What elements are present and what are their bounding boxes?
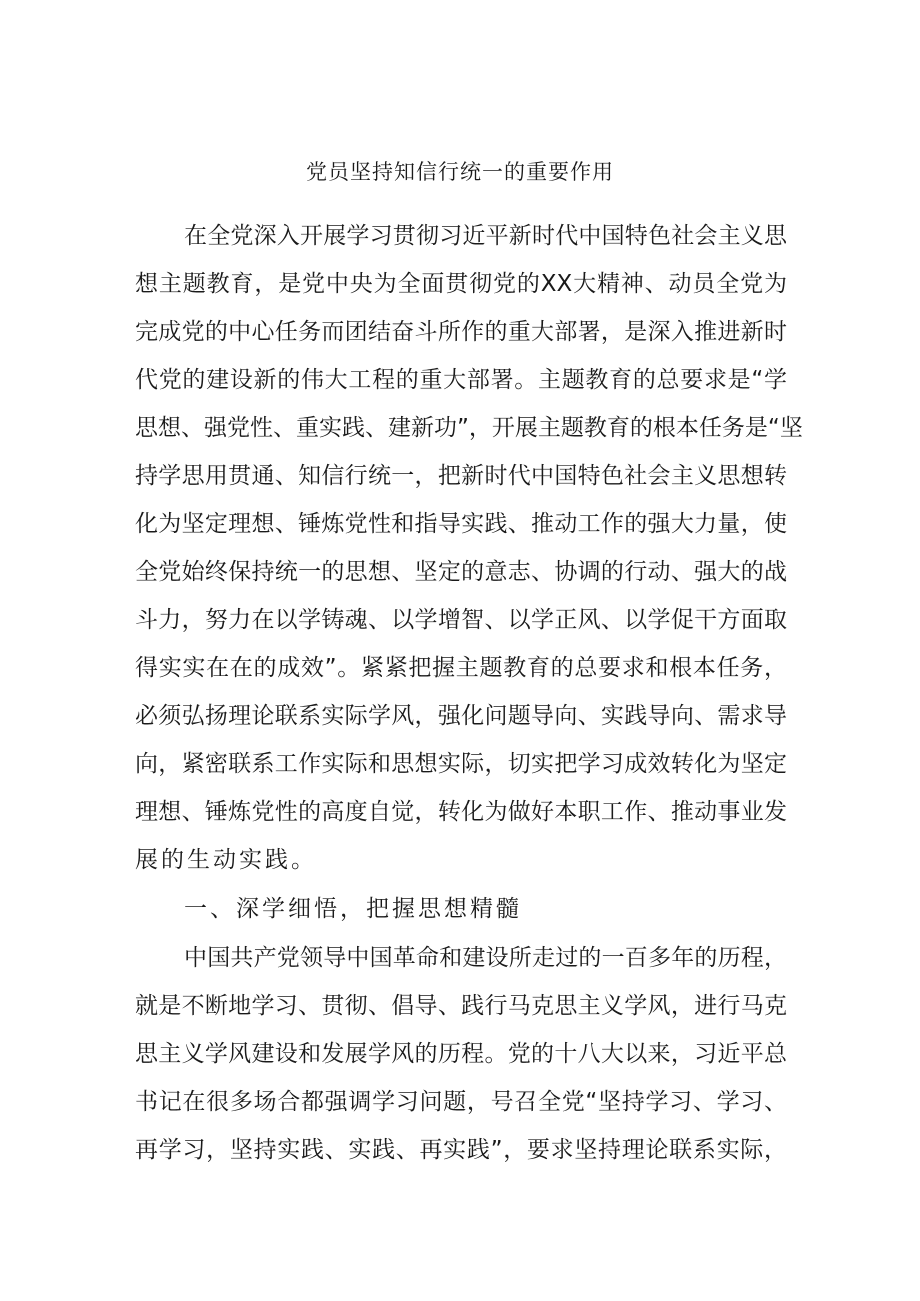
paragraph-line: 向，紧密联系工作实际和思想实际，切实把学习成效转化为坚定 — [135, 751, 787, 777]
section-heading: 一、深学细悟，把握思想精髓 — [184, 896, 522, 922]
paragraph-line: 书记在很多场合都强调学习问题，号召全党“坚持学习、学习、 — [135, 1089, 787, 1115]
paragraph-line: 代党的建设新的伟大工程的重大部署。主题教育的总要求是“学 — [135, 367, 787, 393]
paragraph-line: 得实实在在的成效”。紧紧把握主题教育的总要求和根本任务， — [135, 655, 787, 681]
paragraph-line: 在全党深入开展学习贯彻习近平新时代中国特色社会主义思 — [184, 223, 787, 249]
paragraph-line: 斗力，努力在以学铸魂、以学增智、以学正风、以学促干方面取 — [135, 607, 787, 633]
paragraph-line: 理想、锤炼党性的高度自觉，转化为做好本职工作、推动事业发 — [135, 799, 787, 825]
paragraph-line: 必须弘扬理论联系实际学风，强化问题导向、实践导向、需求导 — [135, 703, 787, 729]
document-title: 党员坚持知信行统一的重要作用 — [306, 160, 614, 184]
paragraph-line: 再学习，坚持实践、实践、再实践”，要求坚持理论联系实际， — [135, 1137, 787, 1163]
paragraph-line: 持学思用贯通、知信行统一，把新时代中国特色社会主义思想转 — [135, 463, 787, 489]
paragraph-line: 思想、强党性、重实践、建新功”，开展主题教育的根本任务是“坚 — [135, 415, 803, 441]
paragraph-line: 思主义学风建设和发展学风的历程。党的十八大以来，习近平总 — [135, 1041, 787, 1067]
paragraph-line: 全党始终保持统一的思想、坚定的意志、协调的行动、强大的战 — [135, 559, 787, 585]
paragraph-line: 完成党的中心任务而团结奋斗所作的重大部署，是深入推进新时 — [135, 319, 787, 345]
paragraph-line: 化为坚定理想、锤炼党性和指导实践、推动工作的强大力量，使 — [135, 511, 787, 537]
paragraph-line: 想主题教育，是党中央为全面贯彻党的XX大精神、动员全党为 — [135, 271, 787, 297]
paragraph-line: 展的生动实践。 — [135, 847, 317, 873]
paragraph-line: 就是不断地学习、贯彻、倡导、践行马克思主义学风，进行马克 — [135, 993, 787, 1019]
paragraph-line: 中国共产党领导中国革命和建设所走过的一百多年的历程， — [184, 945, 787, 971]
